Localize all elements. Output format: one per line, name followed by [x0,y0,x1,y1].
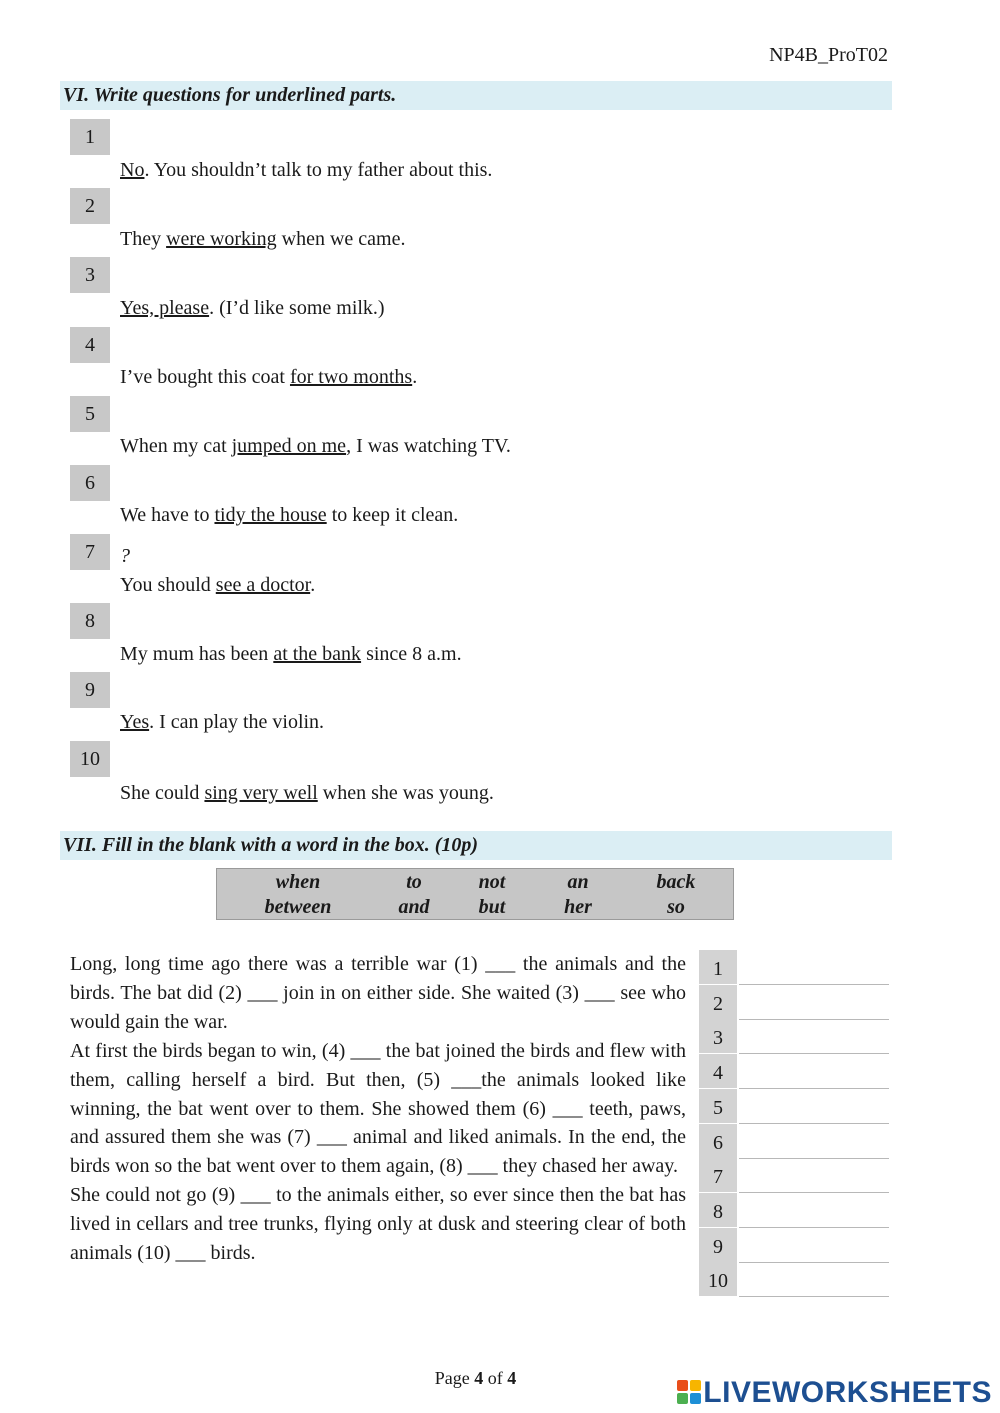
question-sentence-10 [120,782,494,805]
page-current: 4 [474,1368,484,1388]
question-sentence-1 [120,159,492,182]
sentence-text: . [310,574,316,596]
sentence-text: to keep it clean. [326,504,459,526]
answer-number-10: 10 [699,1262,737,1296]
reading-passage [70,950,686,1268]
underlined-part: Yes, please [120,297,210,319]
sentence-text: when she was young. [317,782,494,804]
answer-number-8: 8 [699,1193,737,1227]
sentence-text: since 8 a.m. [361,643,462,665]
sentence-text: . (I’d like some milk.) [209,297,385,319]
word-option: her [564,896,592,918]
question-number-4: 4 [70,327,110,363]
page-prefix: Page [434,1368,475,1388]
sentence-text: when we came. [276,228,406,250]
passage-paragraph-3: She could not go (9) ___ to the animals either, so ever since then the bat has lived in cellars and tree trunks, flying only at dusk and steering clear of both animals (10) ___ birds. [70,1184,686,1265]
question-sentence-4 [120,366,417,389]
answer-blank-9[interactable] [739,1262,889,1263]
answer-number-2: 2 [699,985,737,1019]
question-sentence-7 [120,574,315,597]
question-sentence-9 [120,711,324,734]
answer-blank-4[interactable] [739,1088,889,1089]
answer-number-1: 1 [699,950,737,984]
answer-number-7: 7 [699,1158,737,1192]
answer-blank-5[interactable] [739,1123,889,1124]
sentence-text: She could [120,782,205,804]
word-option: when [275,871,321,893]
word-option: but [478,896,506,918]
word-box [216,868,734,920]
answer-number-9: 9 [699,1228,737,1262]
page-total: 4 [507,1368,517,1388]
answer-number-4: 4 [699,1054,737,1088]
question-sentence-8 [120,643,462,666]
word-option: back [656,871,696,893]
question-number-1: 1 [70,119,110,155]
sentence-text: , I was watching TV. [346,435,511,457]
underlined-part: No [120,159,145,181]
question-sentence-3 [120,297,385,320]
question-number-10: 10 [70,741,110,777]
word-box-row-2 [217,896,735,920]
section-6-title: VI. Write questions for underlined parts. [60,81,892,110]
word-option: between [264,896,332,918]
question-number-6: 6 [70,465,110,501]
answer-blank-2[interactable] [739,1019,889,1020]
sentence-text: I’ve bought this coat [120,366,290,388]
answer-number-6: 6 [699,1124,737,1158]
underlined-part: were working [166,228,277,250]
question-number-8: 8 [70,603,110,639]
underlined-part: see a doctor [215,574,311,596]
brand-name: LIVEWORKSHEETS [703,1376,992,1409]
question-number-2: 2 [70,188,110,224]
word-option: not [478,871,506,893]
answer-blank-10[interactable] [739,1296,889,1297]
question-number-9: 9 [70,672,110,708]
question-number-5: 5 [70,396,110,432]
word-option: an [567,871,589,893]
sentence-text: . You shouldn’t talk to my father about this. [144,159,493,181]
underlined-part: tidy the house [214,504,327,526]
sentence-text: My mum has been [120,643,274,665]
underlined-part: at the bank [273,643,362,665]
liveworksheets-icon [677,1380,701,1404]
answer-blank-3[interactable] [739,1053,889,1054]
question-sentence-2 [120,228,405,251]
underlined-part: jumped on me [231,435,347,457]
question-number-3: 3 [70,257,110,293]
sentence-text: They [120,228,167,250]
passage-paragraph-1: Long, long time ago there was a terrible war (1) ___ the animals and the birds. The bat did (2) ___ join in on either side. She waited (3) ___ see who would gain the war. [70,953,686,1033]
answer-blank-6[interactable] [739,1158,889,1159]
word-option: to [406,871,422,893]
question-sentence-5 [120,435,511,458]
sentence-text: We have to [120,504,215,526]
sentence-text: . I can play the violin. [149,711,325,733]
question-7-mark: ? [120,545,130,567]
underlined-part: Yes [120,711,150,733]
sentence-text: When my cat [120,435,232,457]
underlined-part: sing very well [204,782,318,804]
answer-blank-7[interactable] [739,1192,889,1193]
sentence-text: You should [120,574,216,596]
word-option: so [667,896,685,918]
page-mid: of [483,1368,508,1388]
answer-number-5: 5 [699,1089,737,1123]
liveworksheets-logo[interactable] [677,1376,992,1410]
question-number-7: 7 [70,534,110,570]
answer-blank-8[interactable] [739,1227,889,1228]
sentence-text: . [412,366,418,388]
answer-number-3: 3 [699,1019,737,1053]
word-box-row-1 [217,871,735,895]
underlined-part: for two months [289,366,413,388]
word-option: and [398,896,430,918]
document-code: NP4B_ProT02 [769,44,888,66]
section-7-title: VII. Fill in the blank with a word in the box. (10p) [60,831,892,860]
passage-paragraph-2: At first the birds began to win, (4) ___ the bat joined the birds and flew with them, calling herself a bird. But then, (5) ___the animals looked like winning, the bat went over to them. She showed them (6) ___ teeth, paws, and assured them she was (7) ___ animal and liked animals. In the end, the birds won so the bat went over to them again, (8) ___ they chased her away. [70,1039,686,1178]
question-sentence-6 [120,504,458,527]
answer-blank-1[interactable] [739,984,889,985]
